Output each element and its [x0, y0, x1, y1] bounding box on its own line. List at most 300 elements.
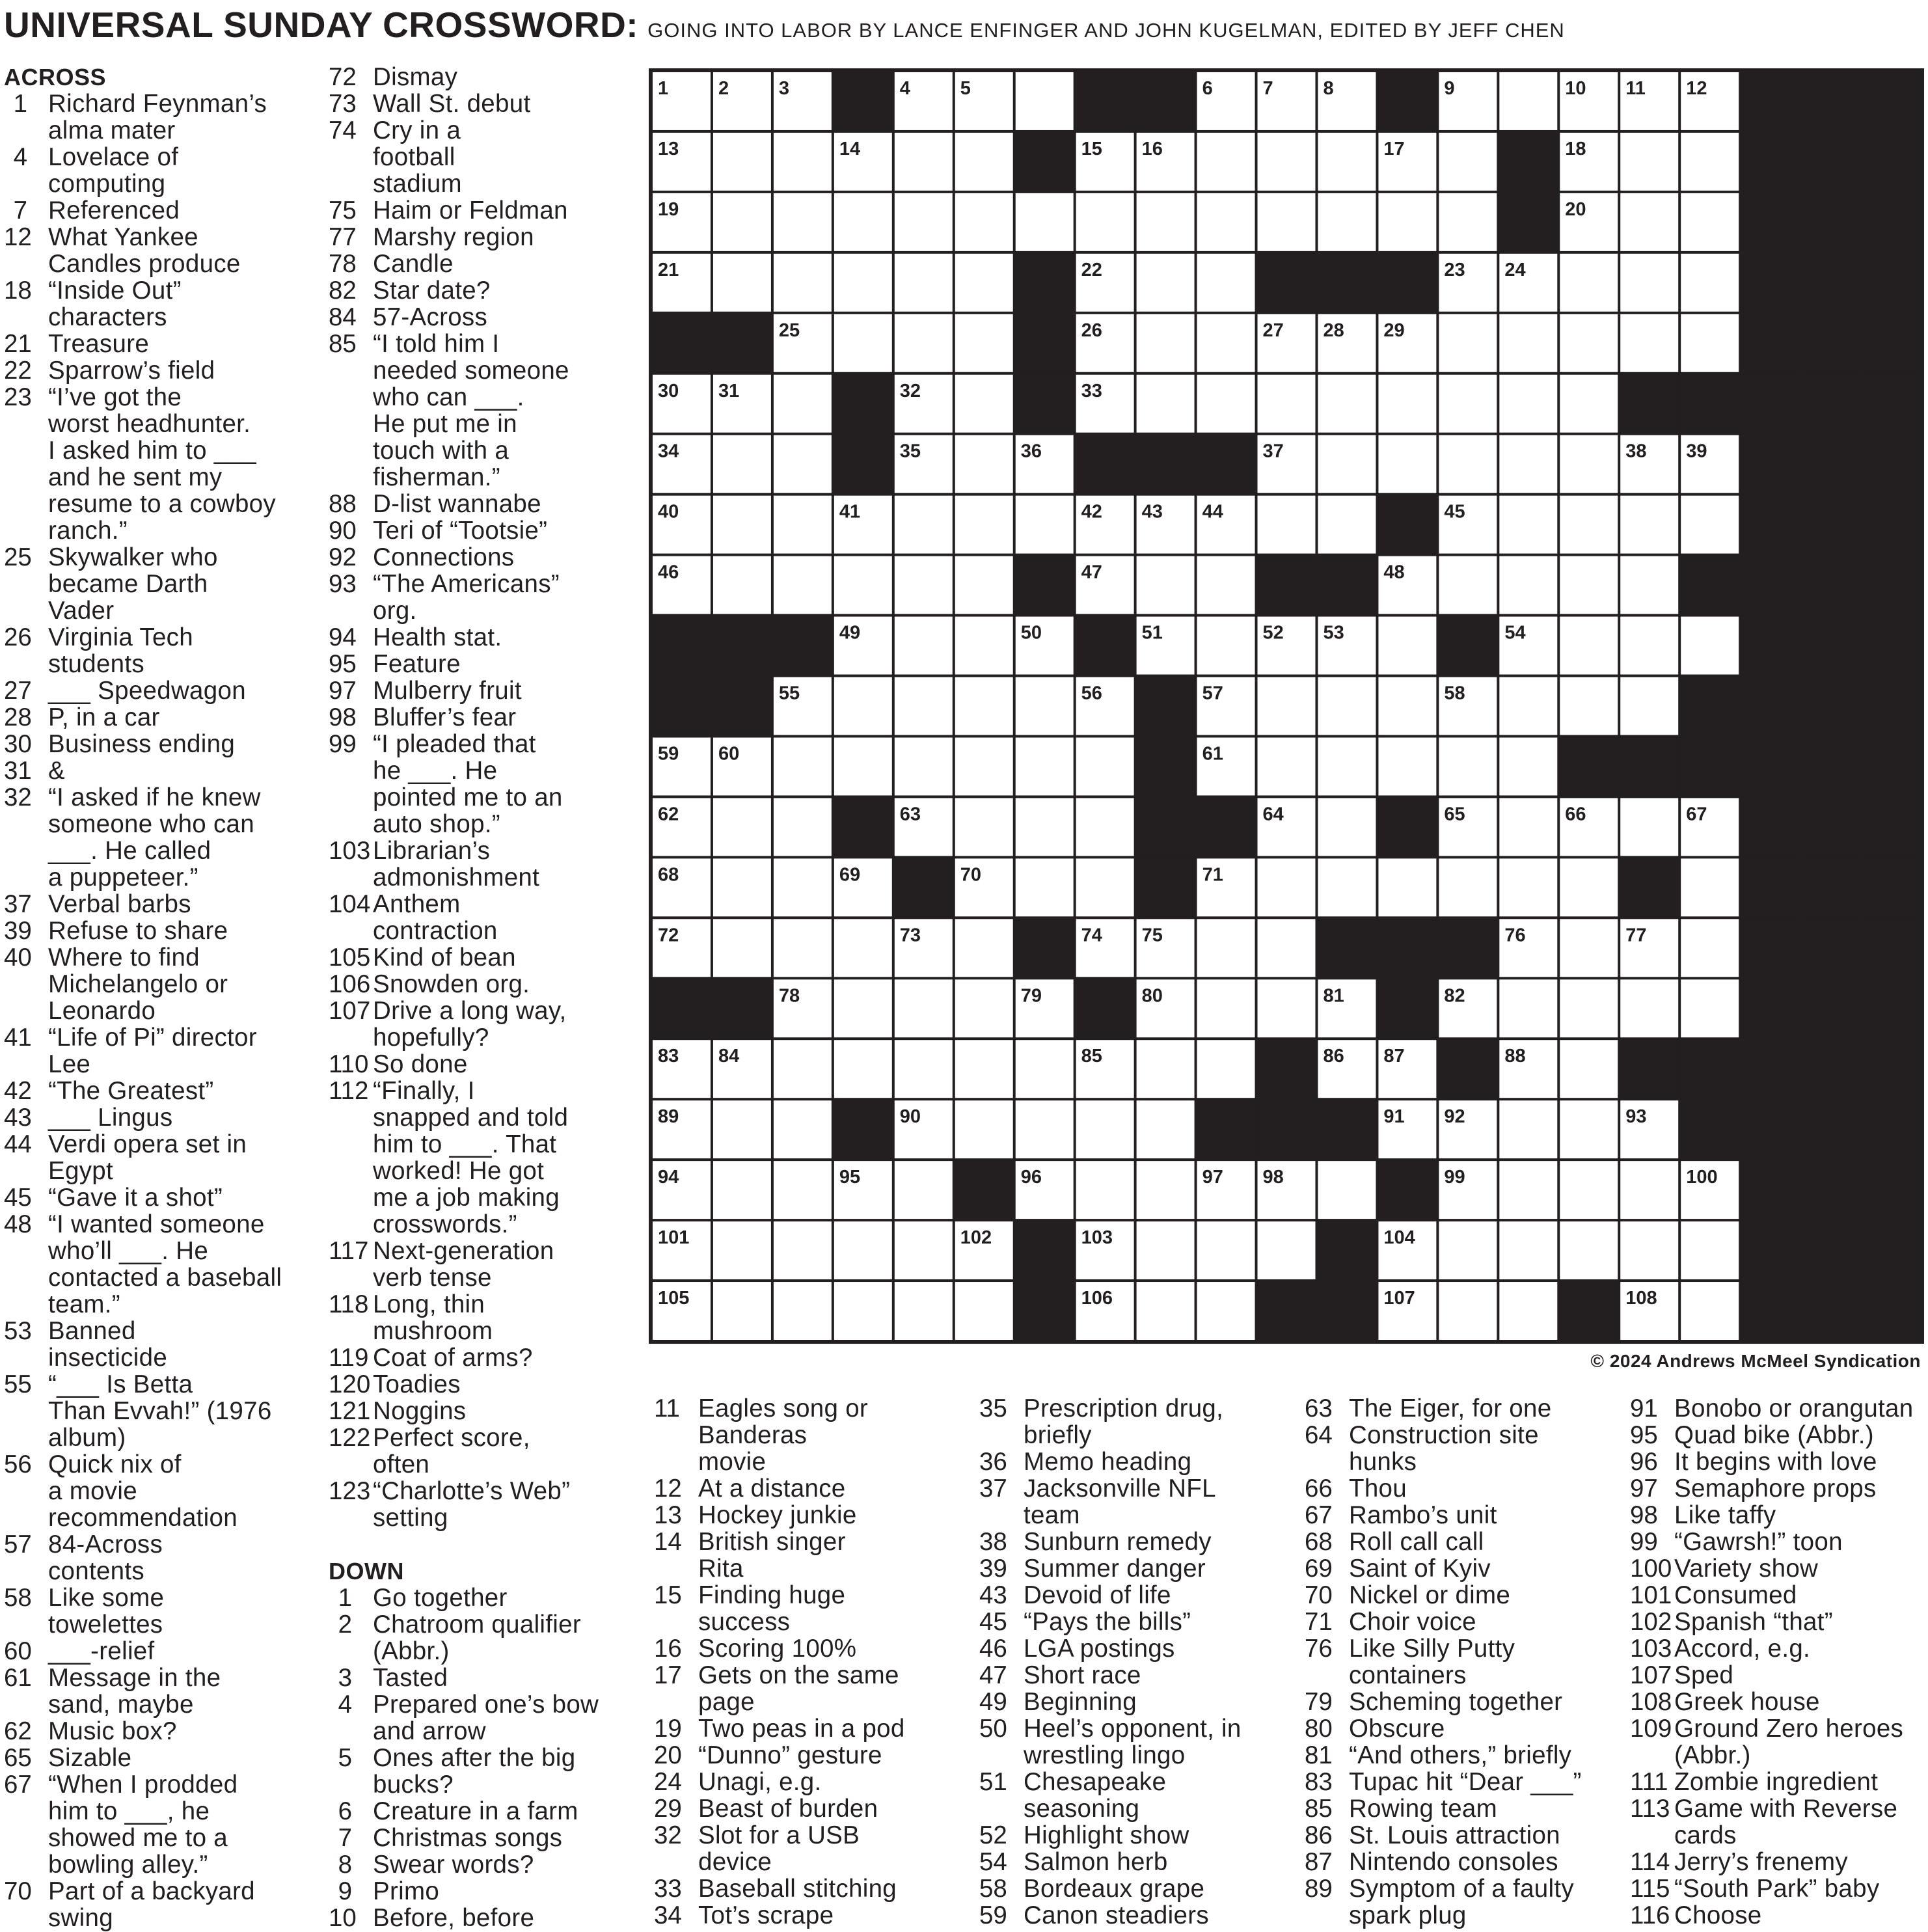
clue-number: 101: [1630, 1581, 1672, 1609]
clue-text: [48, 1745, 310, 1771]
clue-line: “Life of Pi” director: [48, 1024, 257, 1052]
grid-cell[interactable]: [1560, 556, 1618, 614]
grid-cell[interactable]: [1197, 193, 1255, 251]
clue-line: often: [373, 1450, 430, 1478]
grid-cell[interactable]: [1560, 1161, 1618, 1219]
grid-cell[interactable]: [955, 798, 1013, 856]
grid-block: [1802, 1221, 1860, 1279]
clue-text: [698, 1475, 973, 1502]
grid-cell[interactable]: [895, 496, 953, 554]
grid-cell[interactable]: [1076, 858, 1134, 916]
grid-block: [653, 617, 711, 675]
grid-cell[interactable]: [1016, 193, 1074, 251]
grid-cell[interactable]: [1620, 798, 1678, 856]
grid-cell[interactable]: [1499, 737, 1557, 795]
grid-cell[interactable]: [713, 1282, 771, 1340]
grid-cell[interactable]: [713, 798, 771, 856]
grid-cell[interactable]: [1378, 677, 1436, 735]
grid-block: [1137, 435, 1195, 493]
clue-text: [373, 1291, 634, 1344]
grid-cell[interactable]: [1197, 617, 1255, 675]
grid-cell[interactable]: [1439, 1282, 1497, 1340]
clue-line: Beginning: [1024, 1688, 1137, 1716]
grid-cell[interactable]: [1076, 737, 1134, 795]
clue-line: Creature in a farm: [373, 1797, 578, 1825]
grid-cell[interactable]: [955, 677, 1013, 735]
grid-cell[interactable]: [1016, 72, 1074, 130]
grid-cell[interactable]: [1439, 858, 1497, 916]
grid-cell[interactable]: [1016, 737, 1074, 795]
grid-block: [1378, 798, 1436, 856]
grid-cell[interactable]: [895, 314, 953, 372]
grid-cell[interactable]: [834, 556, 892, 614]
grid-cell[interactable]: [834, 193, 892, 251]
grid-cell-number: 64: [1262, 804, 1284, 825]
grid-cell[interactable]: [774, 193, 832, 251]
clue-number: 95: [329, 650, 357, 678]
grid-cell[interactable]: [774, 798, 832, 856]
clue-number: 23: [4, 383, 32, 411]
grid-cell[interactable]: [1016, 1100, 1074, 1158]
grid-cell-number: 53: [1323, 622, 1344, 644]
grid-cell-number: 67: [1686, 804, 1707, 825]
grid-cell[interactable]: [955, 737, 1013, 795]
grid-cell[interactable]: [1016, 1040, 1074, 1098]
grid-block: [1076, 435, 1134, 493]
grid-block: [1741, 617, 1799, 675]
clue-number: 31: [4, 757, 32, 785]
grid-cell[interactable]: [1681, 979, 1739, 1037]
grid-cell[interactable]: [1499, 556, 1557, 614]
grid-cell[interactable]: [1258, 677, 1316, 735]
clue-item: [4, 1371, 310, 1451]
grid-cell[interactable]: [955, 1040, 1013, 1098]
grid-cell[interactable]: [895, 1040, 953, 1098]
grid-cell[interactable]: [1137, 1040, 1195, 1098]
grid-cell[interactable]: [1560, 677, 1618, 735]
grid-cell[interactable]: [774, 435, 832, 493]
grid-cell[interactable]: [1439, 435, 1497, 493]
grid-cell[interactable]: [1439, 737, 1497, 795]
grid-cell[interactable]: [1560, 375, 1618, 433]
grid-cell[interactable]: [713, 1100, 771, 1158]
grid-block: [1802, 1161, 1860, 1219]
clue-line: “I wanted someone: [48, 1210, 265, 1238]
grid-cell[interactable]: [774, 1040, 832, 1098]
grid-cell[interactable]: [834, 314, 892, 372]
clue-text: [1349, 1795, 1623, 1822]
grid-cell[interactable]: [1499, 798, 1557, 856]
grid-cell-number: 86: [1323, 1046, 1344, 1067]
clue-item: [329, 1665, 634, 1691]
grid-cell[interactable]: [955, 1100, 1013, 1158]
clue-item: [4, 544, 310, 624]
grid-cell[interactable]: [834, 1040, 892, 1098]
grid-cell[interactable]: [1499, 72, 1557, 130]
grid-cell[interactable]: [955, 435, 1013, 493]
grid-cell[interactable]: [774, 375, 832, 433]
grid-cell[interactable]: [895, 1221, 953, 1279]
grid-cell[interactable]: [955, 979, 1013, 1037]
clue-number: 58: [4, 1584, 32, 1612]
grid-cell[interactable]: [1378, 617, 1436, 675]
grid-cell[interactable]: [1378, 193, 1436, 251]
grid-cell[interactable]: [1560, 617, 1618, 675]
clue-item: [1630, 1449, 1926, 1475]
grid-block: [1620, 737, 1678, 795]
grid-cell[interactable]: [955, 919, 1013, 977]
grid-cell[interactable]: [1681, 1282, 1739, 1340]
clue-line: mushroom: [373, 1317, 493, 1345]
clue-line: Skywalker who: [48, 543, 218, 571]
clue-line: Sparrow’s field: [48, 357, 215, 385]
grid-cell[interactable]: [1560, 1221, 1618, 1279]
grid-cell[interactable]: [1620, 193, 1678, 251]
grid-cell[interactable]: [895, 737, 953, 795]
grid-cell[interactable]: [895, 193, 953, 251]
grid-cell[interactable]: [713, 1221, 771, 1279]
grid-cell[interactable]: [1258, 133, 1316, 191]
clue-number: 50: [979, 1715, 1007, 1743]
grid-cell[interactable]: [1137, 254, 1195, 312]
grid-cell[interactable]: [1258, 496, 1316, 554]
clue-item: [1630, 1875, 1926, 1902]
grid-cell[interactable]: [1378, 435, 1436, 493]
grid-cell[interactable]: [1258, 737, 1316, 795]
grid-cell[interactable]: [1258, 858, 1316, 916]
grid-cell[interactable]: [1620, 677, 1678, 735]
clue-number: 69: [1305, 1555, 1333, 1583]
grid-cell[interactable]: [895, 1161, 953, 1219]
grid-cell[interactable]: [1681, 496, 1739, 554]
grid-cell[interactable]: [774, 1161, 832, 1219]
clue-number: 103: [329, 837, 371, 865]
grid-cell[interactable]: [1620, 1161, 1678, 1219]
grid-cell[interactable]: [774, 1282, 832, 1340]
grid-cell[interactable]: [774, 919, 832, 977]
grid-cell[interactable]: [1681, 1221, 1739, 1279]
grid-cell[interactable]: [774, 496, 832, 554]
grid-cell[interactable]: [1137, 1221, 1195, 1279]
grid-cell[interactable]: [1560, 496, 1618, 554]
grid-cell[interactable]: [1258, 979, 1316, 1037]
grid-cell[interactable]: [1076, 193, 1134, 251]
grid-cell[interactable]: [1197, 254, 1255, 312]
grid-cell[interactable]: [713, 1161, 771, 1219]
clue-item: [654, 1475, 973, 1502]
grid-cell[interactable]: [1258, 375, 1316, 433]
grid-cell[interactable]: [1258, 193, 1316, 251]
grid-block: [1802, 193, 1860, 251]
grid-cell[interactable]: [1620, 1221, 1678, 1279]
clue-item: [4, 1318, 310, 1371]
grid-cell[interactable]: [955, 375, 1013, 433]
grid-cell[interactable]: [955, 617, 1013, 675]
grid-cell[interactable]: [774, 737, 832, 795]
grid-cell[interactable]: [1681, 193, 1739, 251]
clue-item: [4, 757, 310, 784]
clue-item: [329, 624, 634, 651]
clue-text: [1349, 1502, 1623, 1529]
grid-cell[interactable]: [895, 1282, 953, 1340]
grid-cell[interactable]: [834, 677, 892, 735]
grid-cell-number: 98: [1262, 1167, 1284, 1188]
grid-cell[interactable]: [1499, 375, 1557, 433]
grid-cell[interactable]: [1560, 435, 1618, 493]
grid-cell[interactable]: [1681, 254, 1739, 312]
grid-cell[interactable]: [1197, 979, 1255, 1037]
grid-cell-number: 90: [899, 1106, 921, 1128]
clue-line: What Yankee: [48, 223, 198, 251]
grid-cell[interactable]: [1137, 1282, 1195, 1340]
grid-cell[interactable]: [1499, 314, 1557, 372]
grid-cell[interactable]: [1076, 798, 1134, 856]
clue-text: [698, 1742, 973, 1769]
clue-line: hopefully?: [373, 1024, 489, 1052]
grid-cell[interactable]: [1258, 1221, 1316, 1279]
clue-line: contacted a baseball: [48, 1264, 282, 1292]
grid-cell[interactable]: [834, 1221, 892, 1279]
grid-cell[interactable]: [1137, 193, 1195, 251]
grid-cell[interactable]: [1560, 254, 1618, 312]
grid-block: [1741, 1161, 1799, 1219]
clue-text: [373, 1238, 634, 1291]
grid-cell[interactable]: [1499, 1100, 1557, 1158]
clue-text: [698, 1635, 973, 1662]
clue-number: 104: [329, 890, 371, 918]
grid-cell[interactable]: [713, 858, 771, 916]
grid-cell[interactable]: [1197, 1221, 1255, 1279]
grid-cell[interactable]: [1681, 133, 1739, 191]
clue-text: [1024, 1582, 1298, 1609]
grid-cell[interactable]: [1439, 375, 1497, 433]
grid-cell[interactable]: [1016, 858, 1074, 916]
clue-number: 55: [4, 1370, 32, 1398]
clue-item: [4, 1024, 310, 1078]
grid-cell[interactable]: [1016, 798, 1074, 856]
grid-cell[interactable]: [895, 133, 953, 191]
clue-item: [329, 491, 634, 517]
grid-cell[interactable]: [1197, 556, 1255, 614]
grid-cell[interactable]: [1318, 798, 1376, 856]
grid-cell[interactable]: [1439, 314, 1497, 372]
grid-cell[interactable]: [895, 979, 953, 1037]
grid-cell[interactable]: [1560, 979, 1618, 1037]
grid-cell[interactable]: [1318, 496, 1376, 554]
clue-line: Accord, e.g.: [1674, 1635, 1811, 1663]
grid-cell[interactable]: [1137, 375, 1195, 433]
grid-cell-number: 77: [1625, 925, 1647, 946]
clue-line: ___ Lingus: [48, 1104, 173, 1132]
grid-cell[interactable]: [713, 435, 771, 493]
grid-block: [1862, 1100, 1920, 1158]
grid-cell[interactable]: [774, 1221, 832, 1279]
grid-cell[interactable]: [774, 133, 832, 191]
grid-cell[interactable]: [1318, 737, 1376, 795]
grid-cell[interactable]: [1439, 1221, 1497, 1279]
grid-cell[interactable]: [1620, 556, 1678, 614]
grid-cell[interactable]: [895, 556, 953, 614]
grid-cell[interactable]: [713, 496, 771, 554]
grid-cell[interactable]: [713, 133, 771, 191]
grid-cell[interactable]: [713, 193, 771, 251]
grid-block: [1862, 737, 1920, 795]
grid-cell[interactable]: [1197, 314, 1255, 372]
grid-cell[interactable]: [895, 254, 953, 312]
grid-cell[interactable]: [1681, 919, 1739, 977]
grid-cell[interactable]: [713, 919, 771, 977]
copyright-notice: © 2024 Andrews McMeel Syndication: [1590, 1351, 1921, 1371]
clue-line: “When I prodded: [48, 1771, 238, 1799]
grid-cell[interactable]: [1499, 435, 1557, 493]
clue-line: Unagi, e.g.: [698, 1768, 822, 1796]
grid-cell[interactable]: [1137, 556, 1195, 614]
grid-cell[interactable]: [1681, 314, 1739, 372]
grid-cell[interactable]: [1318, 193, 1376, 251]
grid-cell[interactable]: [895, 617, 953, 675]
grid-cell[interactable]: [1197, 919, 1255, 977]
clue-item: [329, 1424, 634, 1478]
grid-cell[interactable]: [955, 1282, 1013, 1340]
grid-cell[interactable]: [955, 133, 1013, 191]
grid-cell[interactable]: [834, 737, 892, 795]
grid-cell[interactable]: [1439, 133, 1497, 191]
grid-block: [1862, 72, 1920, 130]
grid-cell[interactable]: [1197, 375, 1255, 433]
grid-cell[interactable]: [1016, 677, 1074, 735]
clue-line: Chatroom qualifier: [373, 1611, 581, 1639]
grid-cell[interactable]: [1499, 858, 1557, 916]
clue-line: Perfect score,: [373, 1424, 530, 1452]
grid-cell[interactable]: [713, 254, 771, 312]
clue-text: [373, 891, 634, 944]
grid-cell[interactable]: [1378, 737, 1436, 795]
grid-cell[interactable]: [1620, 496, 1678, 554]
grid-cell[interactable]: [1076, 1100, 1134, 1158]
grid-cell[interactable]: [1499, 496, 1557, 554]
grid-cell[interactable]: [834, 254, 892, 312]
grid-cell[interactable]: [1378, 375, 1436, 433]
clue-text: [1349, 1715, 1623, 1742]
grid-cell[interactable]: [1197, 133, 1255, 191]
clue-line: Variety show: [1674, 1555, 1819, 1583]
grid-cell[interactable]: [1620, 979, 1678, 1037]
grid-cell[interactable]: [955, 193, 1013, 251]
grid-cell[interactable]: [1681, 858, 1739, 916]
grid-cell-number: 99: [1444, 1167, 1465, 1188]
grid-cell[interactable]: [834, 1282, 892, 1340]
clue-number: 17: [654, 1661, 682, 1689]
clue-item: [1630, 1529, 1926, 1555]
grid-cell-number: 50: [1020, 622, 1042, 644]
grid-cell[interactable]: [1318, 133, 1376, 191]
grid-cell[interactable]: [1378, 858, 1436, 916]
clue-line: Game with Reverse: [1674, 1795, 1898, 1823]
grid-cell[interactable]: [1318, 375, 1376, 433]
clue-item: [329, 304, 634, 331]
clue-item: [654, 1795, 973, 1822]
clue-line: P, in a car: [48, 703, 160, 731]
grid-cell[interactable]: [1681, 617, 1739, 675]
grid-cell[interactable]: [1016, 496, 1074, 554]
grid-cell[interactable]: [1439, 193, 1497, 251]
grid-cell-number: 68: [658, 864, 679, 886]
clue-text: [1024, 1875, 1298, 1902]
grid-cell[interactable]: [1258, 919, 1316, 977]
clue-item: [1305, 1795, 1623, 1822]
clue-number: 43: [979, 1581, 1007, 1609]
grid-cell[interactable]: [1318, 435, 1376, 493]
clue-line: Richard Feynman’s: [48, 90, 267, 118]
grid-cell[interactable]: [1076, 1161, 1134, 1219]
clue-number: 108: [1630, 1688, 1672, 1716]
clue-item: [329, 1905, 634, 1931]
grid-cell[interactable]: [1137, 1100, 1195, 1158]
grid-cell[interactable]: [1560, 858, 1618, 916]
grid-cell[interactable]: [774, 858, 832, 916]
grid-cell[interactable]: [1620, 314, 1678, 372]
grid-cell[interactable]: [1620, 617, 1678, 675]
grid-cell[interactable]: [1197, 1040, 1255, 1098]
clue-number: 114: [1630, 1848, 1670, 1876]
grid-cell[interactable]: [895, 677, 953, 735]
grid-block: [1802, 919, 1860, 977]
grid-cell[interactable]: [1560, 919, 1618, 977]
grid-cell[interactable]: [1499, 1161, 1557, 1219]
grid-cell[interactable]: [1439, 556, 1497, 614]
grid-cell[interactable]: [955, 314, 1013, 372]
grid-cell[interactable]: [955, 556, 1013, 614]
clue-text: [48, 1131, 310, 1184]
clue-item: [979, 1849, 1298, 1875]
grid-block: [1499, 133, 1557, 191]
clue-line: wrestling lingo: [1024, 1741, 1186, 1769]
grid-cell[interactable]: [834, 979, 892, 1037]
grid-cell[interactable]: [1560, 1100, 1618, 1158]
clue-number: 99: [329, 730, 357, 758]
clue-line: Heel’s opponent, in: [1024, 1715, 1242, 1743]
clue-line: Ground Zero heroes: [1674, 1715, 1904, 1743]
grid-cell[interactable]: [774, 1100, 832, 1158]
grid-cell[interactable]: [1318, 858, 1376, 916]
clue-line: Treasure: [48, 330, 150, 358]
grid-cell[interactable]: [1318, 1161, 1376, 1219]
grid-cell[interactable]: [1499, 1221, 1557, 1279]
grid-cell[interactable]: [1318, 677, 1376, 735]
grid-cell[interactable]: [1499, 979, 1557, 1037]
grid-cell[interactable]: [834, 919, 892, 977]
grid-cell[interactable]: [1197, 1282, 1255, 1340]
clue-number: 54: [979, 1848, 1007, 1876]
grid-cell[interactable]: [1560, 1040, 1618, 1098]
grid-cell[interactable]: [1620, 254, 1678, 312]
grid-cell[interactable]: [1499, 677, 1557, 735]
grid-cell[interactable]: [1137, 314, 1195, 372]
grid-cell[interactable]: [774, 254, 832, 312]
grid-cell-number: 108: [1625, 1288, 1657, 1309]
grid-cell[interactable]: [955, 496, 1013, 554]
grid-cell[interactable]: [1560, 314, 1618, 372]
grid-cell[interactable]: [1499, 1282, 1557, 1340]
grid-cell[interactable]: [1137, 1161, 1195, 1219]
clue-line: Scoring 100%: [698, 1635, 857, 1663]
grid-cell[interactable]: [1620, 133, 1678, 191]
grid-cell[interactable]: [774, 556, 832, 614]
grid-cell-number: 93: [1625, 1106, 1647, 1128]
grid-cell[interactable]: [955, 254, 1013, 312]
grid-cell-number: 40: [658, 501, 679, 523]
grid-cell[interactable]: [713, 556, 771, 614]
